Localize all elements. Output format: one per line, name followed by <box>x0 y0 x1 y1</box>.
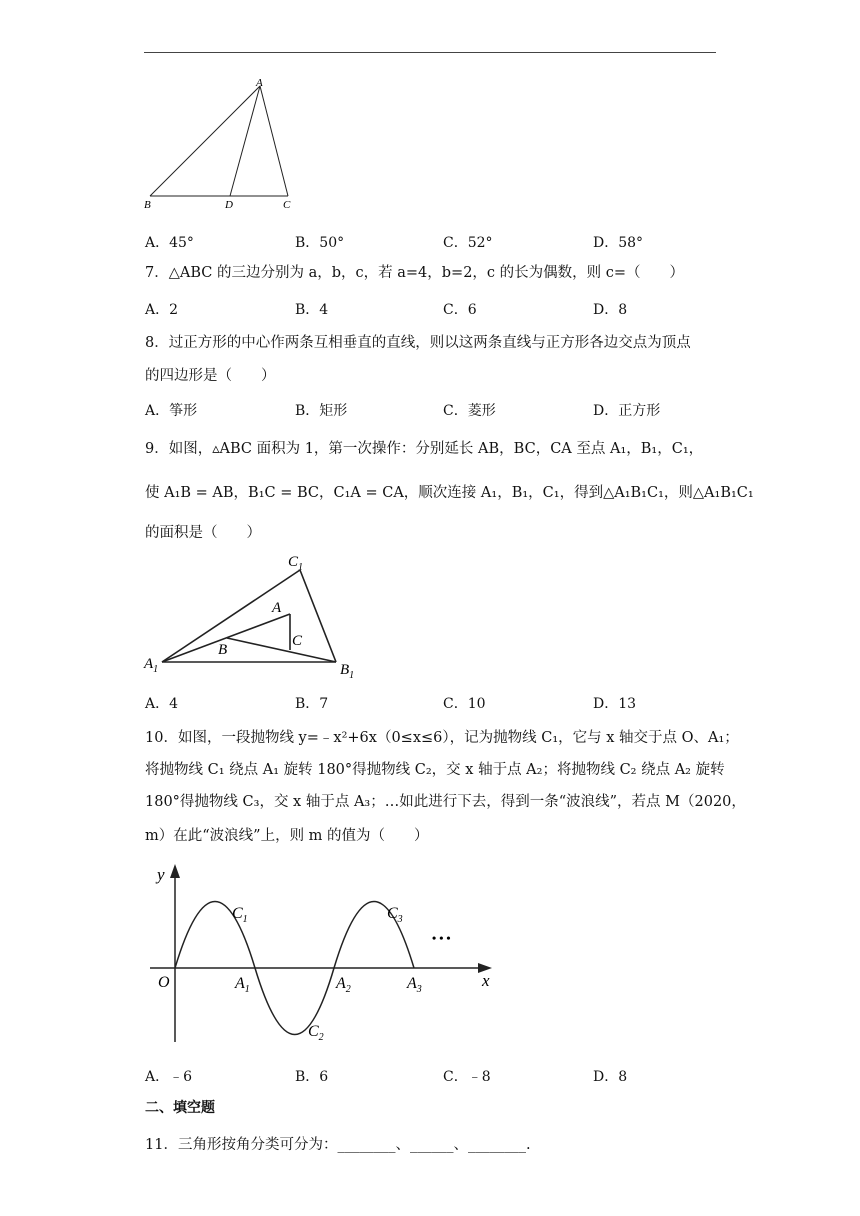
q9-option-d[interactable]: D．13 <box>593 696 637 712</box>
q6-option-a[interactable]: A．45° <box>145 235 194 251</box>
label-c: C <box>283 199 291 211</box>
q10-option-a[interactable]: A．﹣6 <box>145 1069 193 1085</box>
label-x: x <box>482 971 490 990</box>
q9-option-b[interactable]: B．7 <box>295 696 329 712</box>
continuation-dots: • • • <box>432 931 451 945</box>
q7-option-b[interactable]: B．4 <box>295 302 329 318</box>
q7-option-d[interactable]: D．8 <box>593 302 628 318</box>
section-title: 二、填空题 <box>145 1100 215 1116</box>
q6-option-c[interactable]: C．52° <box>443 235 493 251</box>
q8-stem-line1: 8．过正方形的中心作两条互相垂直的直线，则以这两条直线与正方形各边交点为顶点 <box>145 335 691 351</box>
q7-option-c[interactable]: C．6 <box>443 302 477 318</box>
q6-option-b[interactable]: B．50° <box>295 235 345 251</box>
label-b: B <box>218 642 228 658</box>
label-y: y <box>157 865 165 884</box>
label-a: A <box>272 600 282 616</box>
label-o: O <box>158 974 170 991</box>
q8-option-b[interactable]: B．矩形 <box>295 403 348 419</box>
q8-option-a[interactable]: A．筝形 <box>145 403 198 419</box>
q9-stem-line3: 的面积是（ ） <box>145 525 261 541</box>
q10-stem-line2: 将抛物线 C₁ 绕点 A₁ 旋转 180°得抛物线 C₂，交 x 轴于点 A₂；将抛物线 C₂ 绕点 A₂ 旋转 <box>145 762 725 778</box>
q6-option-d[interactable]: D．58° <box>593 235 644 251</box>
triangle-a1b1c1-figure <box>140 548 370 684</box>
header-rule <box>144 52 716 53</box>
q8-stem-line2: 的四边形是（ ） <box>145 368 276 384</box>
label-b1: $B_1$ <box>340 662 355 681</box>
label-d: D <box>225 199 233 211</box>
q10-option-c[interactable]: C．﹣8 <box>443 1069 491 1085</box>
q10-option-b[interactable]: B．6 <box>295 1069 329 1085</box>
label-c: C <box>292 633 303 649</box>
label-a2: $A_2$ <box>336 975 351 995</box>
label-a: A <box>256 77 263 89</box>
q10-stem-line1: 10．如图，一段抛物线 y=﹣x²+6x（0≤x≤6），记为抛物线 C₁，它与 x 轴交于点 O、A₁； <box>145 730 739 746</box>
q9-stem-line2: 使 A₁B = AB，B₁C = BC，C₁A = CA，顺次连接 A₁，B₁，C₁，得到△A₁B₁C₁，则△A₁B₁C₁ <box>145 485 754 501</box>
q9-option-a[interactable]: A．4 <box>145 696 179 712</box>
label-c1: $C_1$ <box>288 554 304 573</box>
label-c1: $C_1$ <box>232 905 248 925</box>
q10-stem-line4: m）在此“波浪线”上，则 m 的值为（ ） <box>145 828 429 844</box>
q10-stem-line3: 180°得抛物线 C₃，交 x 轴于点 A₃；…如此进行下去，得到一条“波浪线”，若点 M（2020， <box>145 794 746 810</box>
label-c2: $C_2$ <box>308 1023 324 1043</box>
label-c3: $C_3$ <box>387 905 403 925</box>
q8-option-d[interactable]: D．正方形 <box>593 403 661 419</box>
label-a3: $A_3$ <box>407 975 422 995</box>
q9-option-c[interactable]: C．10 <box>443 696 486 712</box>
label-a1: $A_1$ <box>144 656 159 675</box>
q9-stem-line1: 9．如图，▵ABC 面积为 1，第一次操作：分别延长 AB，BC，CA 至点 A₁，B₁，C₁， <box>145 441 704 457</box>
y-axis-arrow <box>170 864 180 878</box>
q8-option-c[interactable]: C．菱形 <box>443 403 496 419</box>
q11-stem: 11．三角形按角分类可分为：________、______、________. <box>145 1137 531 1153</box>
wave-line-figure <box>140 860 510 1052</box>
q7-option-a[interactable]: A．2 <box>145 302 179 318</box>
label-b: B <box>144 199 151 211</box>
q7-stem: 7．△ABC 的三边分别为 a，b，c，若 a=4，b=2，c 的长为偶数，则 c=（ ） <box>145 265 685 281</box>
triangle-abc-figure <box>140 76 300 212</box>
label-a1: $A_1$ <box>235 975 250 995</box>
q10-option-d[interactable]: D．8 <box>593 1069 628 1085</box>
